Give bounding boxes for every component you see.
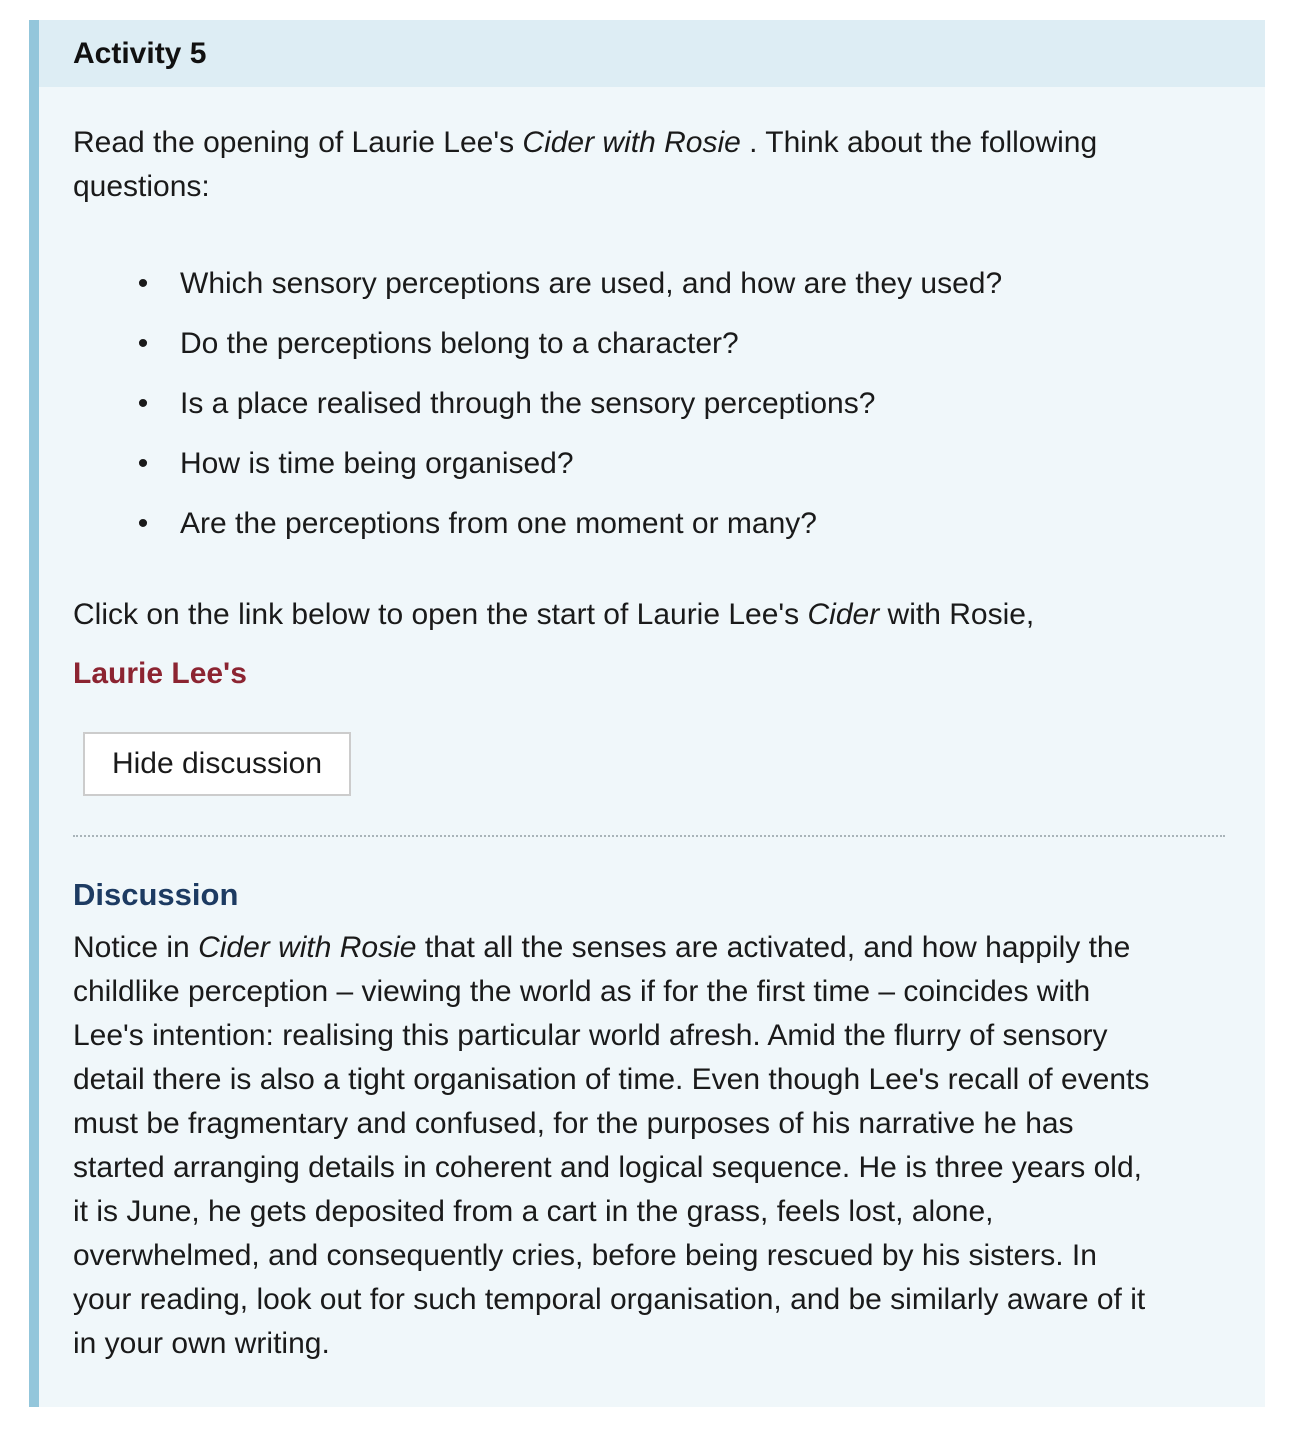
discussion-book-title: Cider with Rosie [198, 931, 417, 964]
discussion-line: must be fragmentary and confused, for the purposes of his narrative he has [73, 1107, 1074, 1140]
activity-title: Activity 5 [73, 37, 207, 70]
question-text: Are the perceptions from one moment or many? [180, 507, 817, 540]
discussion-text [73, 926, 1233, 1366]
question-text: Which sensory perceptions are used, and how are they used? [180, 267, 1003, 300]
discussion-line [73, 926, 1233, 970]
link-instruction-after: with Rosie, [879, 598, 1035, 631]
bullet-icon: • [137, 447, 149, 480]
hide-discussion-button[interactable]: Hide discussion [83, 732, 351, 796]
discussion-line: in your own writing. [73, 1327, 330, 1360]
activity-intro [73, 121, 1223, 209]
list-item [73, 434, 1002, 494]
discussion-line-before: Notice in [73, 931, 199, 964]
discussion-line-after: that all the senses are activated, and how happily the [416, 931, 1131, 964]
discussion-line: started arranging details in coherent and logical sequence. He is three years old, [73, 1151, 1142, 1184]
bullet-icon: • [137, 507, 149, 540]
laurie-lee-link[interactable]: Laurie Lee's [73, 657, 247, 690]
discussion-line: it is June, he gets deposited from a cart in the grass, feels lost, alone, [73, 1195, 994, 1228]
link-instruction-italic: Cider [807, 598, 880, 631]
bullet-icon: • [137, 387, 149, 420]
discussion-heading: Discussion [73, 877, 239, 912]
bullet-icon: • [137, 267, 149, 300]
list-item [73, 374, 1002, 434]
list-item [73, 254, 1002, 314]
intro-text-line2: questions: [73, 170, 210, 203]
question-text: How is time being organised? [180, 447, 574, 480]
intro-book-title: Cider with Rosie [522, 126, 741, 159]
link-instruction-before: Click on the link below to open the start of Laurie Lee's [73, 598, 808, 631]
list-item [73, 314, 1002, 374]
discussion-divider [73, 835, 1225, 837]
discussion-line: detail there is also a tight organisation of time. Even though Lee's recall of events [73, 1063, 1150, 1096]
question-list [73, 254, 1002, 554]
intro-text-before: Read the opening of Laurie Lee's [73, 126, 523, 159]
discussion-line: overwhelmed, and consequently cries, before being rescued by his sisters. In [73, 1239, 1097, 1272]
discussion-line: your reading, look out for such temporal organisation, and be similarly aware of it [73, 1283, 1146, 1316]
question-text: Do the perceptions belong to a character? [180, 327, 739, 360]
discussion-line: childlike perception – viewing the world as if for the first time – coincides with [73, 975, 1091, 1008]
discussion-line: Lee's intention: realising this particular world afresh. Amid the flurry of sensory [73, 1019, 1108, 1052]
intro-text-after: . Think about the following [740, 126, 1098, 159]
question-text: Is a place realised through the sensory perceptions? [180, 387, 876, 420]
bullet-icon: • [137, 327, 149, 360]
list-item [73, 494, 1002, 554]
link-instruction [73, 593, 1034, 637]
activity-header [39, 20, 1265, 87]
activity-box [29, 20, 1265, 1407]
